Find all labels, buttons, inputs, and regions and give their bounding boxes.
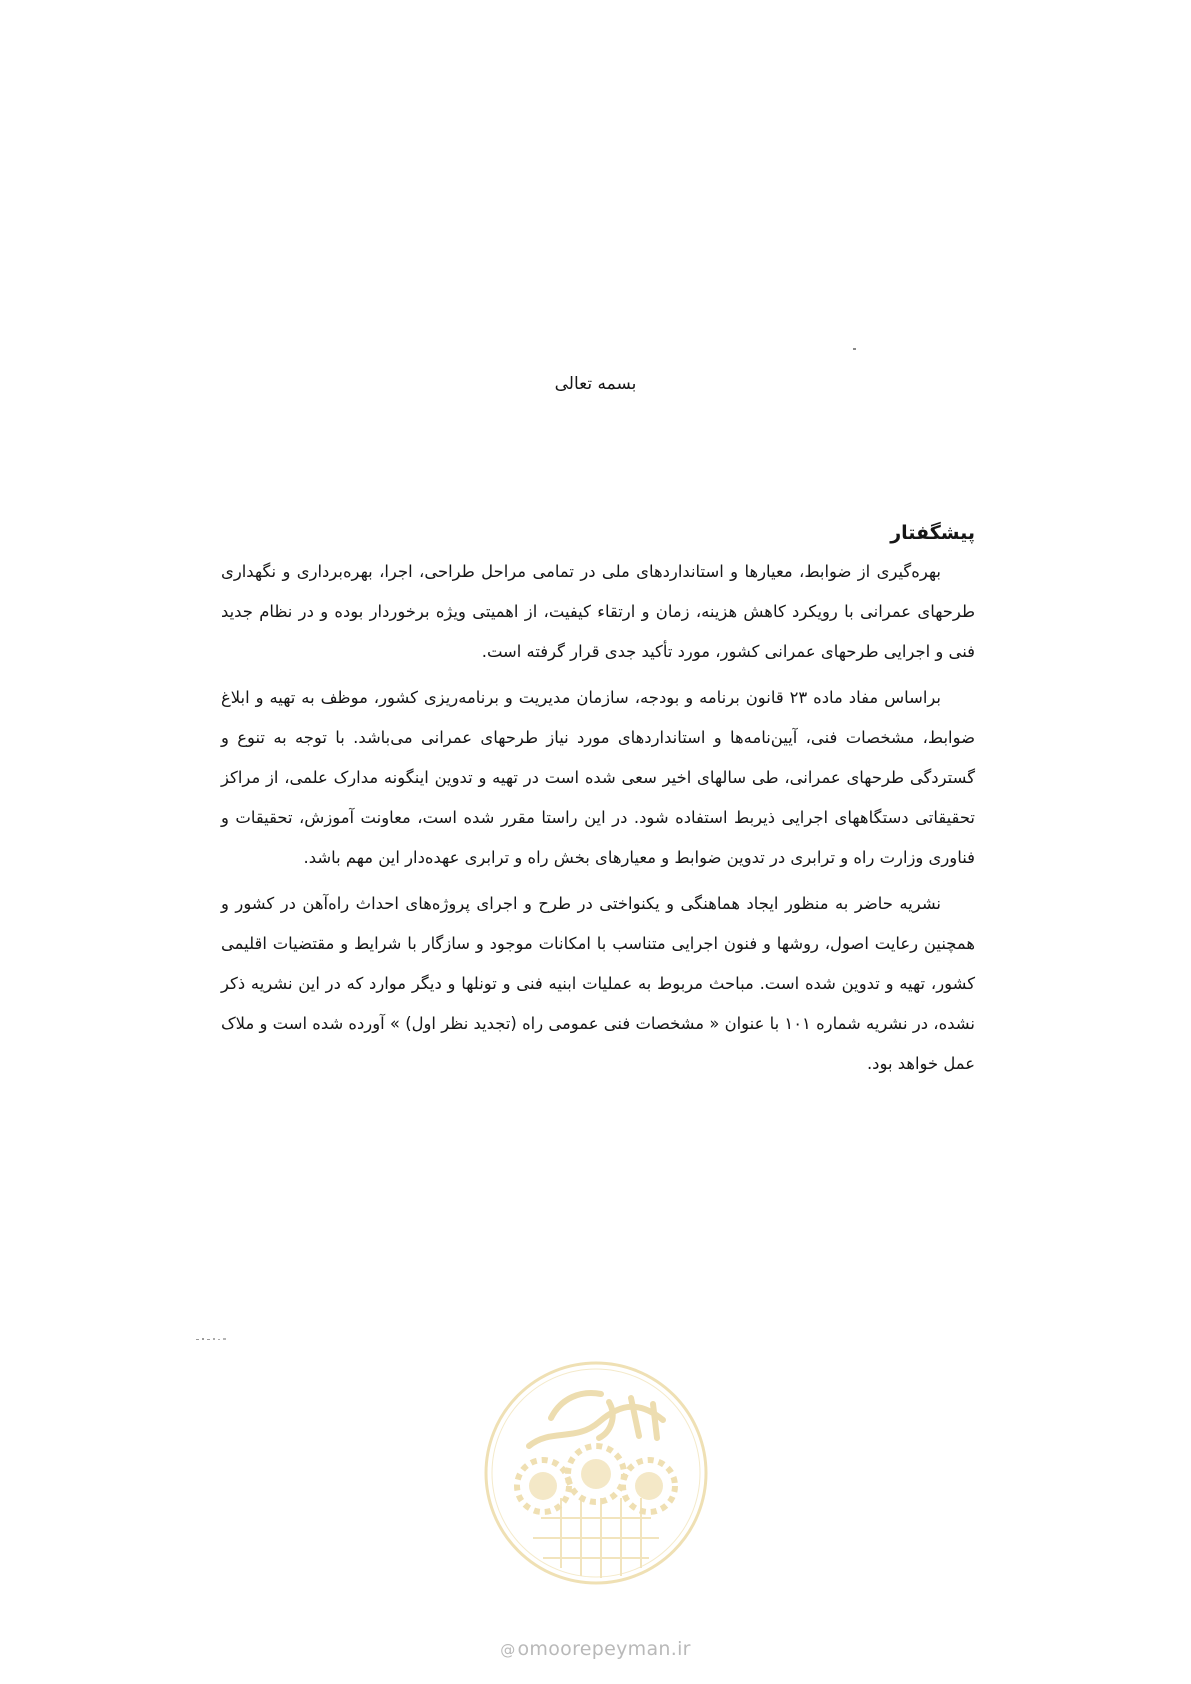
preface-paragraph-2: براساس مفاد ماده ۲۳ قانون برنامه و بودجه، سازمان مدیریت و برنامه‌ریزی کشور، موظف به تهیه و ابلاغ ضوابط، مشخصات فنی، آیین‌نامه‌ها و استانداردهای مورد نیاز طرحهای عمرانی می‌باشد. با توجه به تنوع و گستردگی طرحهای عمرانی، طی سالهای اخیر سعی شده است در تهیه و تدوین اینگونه مدارک علمی، از مراکز تحقیقاتی دستگاههای اجرایی ذیربط استفاده شود. در این راستا مقرر شده است، معاونت آموزش، تحقیقات و فناوری وزارت راه و ترابری در تدوین ضوابط و معیارهای بخش راه و ترابری عهده‌دار این مهم باشد. [221, 688, 975, 867]
omoore-peyman-seal-logo [481, 1358, 711, 1588]
scan-speck [853, 348, 856, 350]
preface-title: پیشگفتار [890, 522, 975, 544]
invocation-heading: بسمه تعالی [554, 374, 637, 394]
preface-paragraph-1: بهره‌گیری از ضوابط، معیارها و استانداردهای ملی در تمامی مراحل طراحی، اجرا، بهره‌برداری و نگهداری طرحهای عمرانی با رویکرد کاهش هزینه، زمان و ارتقاء کیفیت، از اهمیتی ویژه برخوردار بوده و در نظام جدید فنی و اجرایی طرحهای عمرانی کشور، مورد تأکید جدی قرار گرفته است. [221, 562, 975, 661]
website-url: omoorepeyman.ir [517, 1638, 691, 1660]
scan-specks [196, 1336, 238, 1342]
preface-section [221, 516, 975, 1090]
at-icon: @ [500, 1641, 516, 1659]
website-watermark [0, 1638, 1191, 1660]
preface-paragraph-3: نشریه حاضر به منظور ایجاد هماهنگی و یکنواختی در طرح و اجرای پروژه‌های احداث راه‌آهن در کشور و همچنین رعایت اصول، روشها و فنون اجرایی متناسب با امکانات موجود و سازگار با شرایط و مقتضیات اقلیمی کشور، تهیه و تدوین شده است. مباحث مربوط به عملیات ابنیه فنی و تونلها و دیگر موارد که در این نشریه ذکر نشده، در نشریه شماره ۱۰۱ با عنوان « مشخصات فنی عمومی راه (تجدید نظر اول) » آورده شده است و ملاک عمل خواهد بود. [221, 894, 975, 1073]
